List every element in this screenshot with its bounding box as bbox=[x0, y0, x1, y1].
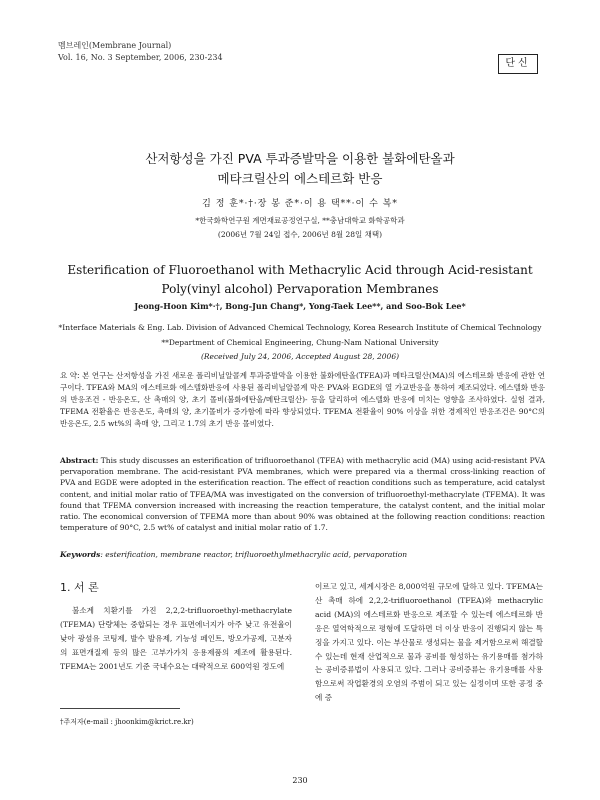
body-column-right: 이르고 있고, 세계시장은 8,000억원 규모에 달하고 있다. TFEMA는 산 촉매 하에 2,2,2-trifluoroethanol (TFEA)와 methacrylic acid (MA)의 에스테르화 반응으로 제조할 수 있는데 에스테르화 반응은 열역학적으로 평형에 도달하면 더 이상 반응이 진행되지 않는 특징을 가지고 있다. 이는 부산물로 생성되는 물을 제거함으로써 해결할 수 있는데 현재 산업적으로 물과 공비를 형성하는 유기용매를 첨가하는 공비증류법이 사용되고 있다. 그러나 공비증류는 유기용매를 사용함으로써 작업환경의 오염의 주범이 되고 있는 실정이며 또한 공정 중에 증 bbox=[315, 582, 543, 703]
journal-volume: Vol. 16, No. 3 September, 2006, 230-234 bbox=[58, 53, 223, 62]
korean-title-line-2: 메타크릴산의 에스테르화 반응 bbox=[217, 171, 383, 186]
korean-title bbox=[60, 149, 540, 189]
korean-authors: 김 정 훈*·†·장 봉 준*·이 용 택**·이 수 복* bbox=[202, 199, 398, 209]
journal-header bbox=[58, 40, 223, 64]
english-abstract bbox=[60, 455, 545, 533]
journal-name: 멤브레인(Membrane Journal) bbox=[58, 41, 172, 50]
english-received-date: (Received July 24, 2006, Accepted August 28, 2006) bbox=[200, 352, 400, 361]
korean-abstract-text: 본 연구는 산저항성을 가진 새로운 폴리비닐알콜계 투과증발막을 이용한 불화에탄올(TFEA)과 메타크릴산(MA)의 에스테르화 반응에 관한 연구이다. TFEA와 MA의 에스테르화 에스텔화반응에 사용된 폴리비닐알콜계 막은 PVA와 EGDE의 열 가교반응을 통하여 제조되었다. 에스텔화 반응의 반응조건 - 반응온도, 산 촉매의 양, 초기 몰비(불화에탄올/메탄크릴산)- 등을 달리하여 에스텔화 반응에 미치는 영향을 조사하였다. 실험 결과, TFEMA 전환율은 반응온도, 촉매의 양, 초기몰비가 증가함에 따라 향상되었다. TFEMA 전환율이 90% 이상을 위한 경제적인 반응조건은 90°C의 반응온도, 2.5 wt%의 촉매 양, 그리고 1.7의 초기 반응 몰비였다. bbox=[60, 371, 545, 428]
korean-abstract-label: 요 약: bbox=[60, 371, 80, 380]
english-title-line-2: Poly(vinyl alcohol) Pervaporation Membranes bbox=[161, 282, 439, 296]
korean-title-line-1: 산저항성을 가진 PVA 투과증발막을 이용한 불화에탄올과 bbox=[145, 151, 455, 166]
korean-affiliation: *한국화학연구원 계면재료공정연구실, **충남대학교 화학공학과 bbox=[195, 216, 405, 225]
korean-received-date: (2006년 7월 24일 접수, 2006년 8월 28일 채택) bbox=[217, 230, 383, 239]
footnote-divider bbox=[60, 708, 180, 709]
english-title bbox=[60, 261, 540, 299]
english-authors: Jeong-Hoon Kim*·†, Bong-Jun Chang*, Yong-Taek Lee**, and Soo-Bok Lee* bbox=[134, 301, 466, 311]
english-affiliation-2: **Department of Chemical Engineering, Chung-Nam National University bbox=[161, 338, 439, 347]
english-affiliation-1: *Interface Materials & Eng. Lab. Division of Advanced Chemical Technology, Korea Research Institute of Chemical Technology bbox=[58, 323, 542, 332]
english-abstract-text: This study discusses an esterification of trifluoroethanol (TFEA) with methacrylic acid (MA) using acid-resistant PVA pervaporation membrane. The acid-resistant PVA membranes, which were prepared via a thermal cross-linking reaction of PVA and EGDE were adopted in the esterification reaction. The effect of reaction conditions such as temperature, acid catalyst content, and initial molar ratio of TFEA/MA was investigated on the conversion of trifluoroethyl-methacrylate (TFEMA). It was found that TFEMA conversion increased with increasing the reaction temperature, the catalyst content, and the initial molar ratio. The economical conversion of TFEMA more than about 90% was obtained at the following reaction conditions: reaction temperature of 90°C, 2.5 wt% of catalyst and initial molar ratio of 1.7. bbox=[60, 456, 545, 533]
korean-abstract bbox=[60, 370, 545, 430]
page-number: 230 bbox=[292, 776, 308, 785]
keywords bbox=[60, 549, 545, 560]
keywords-label: Keywords bbox=[60, 550, 101, 559]
section-heading-introduction: 1. 서 론 bbox=[60, 581, 99, 594]
article-type-badge: 단신 bbox=[498, 54, 538, 74]
footnote: †주저자(e-mail : jhoonkim@krict.re.kr) bbox=[60, 718, 194, 726]
body-column-left: 불소계 치환기를 가진 2,2,2-trifluoroethyl-methacrylate (TFEMA) 단량체는 중합되는 경우 표면에너지가 아주 낮고 유전율이 낮아 광섬유 코팅제, 발수 발유제, 기능성 페인트, 방오가공제, 고분자의 표면개질제 등의 많은 고부가가치 응용제품의 제조에 활용된다. TFEMA는 2001년도 기준 국내수요는 대략적으로 600억원 정도에 bbox=[60, 606, 292, 671]
english-title-line-1: Esterification of Fluoroethanol with Methacrylic Acid through Acid-resistant bbox=[67, 263, 533, 277]
english-abstract-label: Abstract: bbox=[60, 456, 99, 465]
keywords-text: : esterification, membrane reactor, trifluoroethylmethacrylic acid, pervaporation bbox=[100, 550, 408, 559]
